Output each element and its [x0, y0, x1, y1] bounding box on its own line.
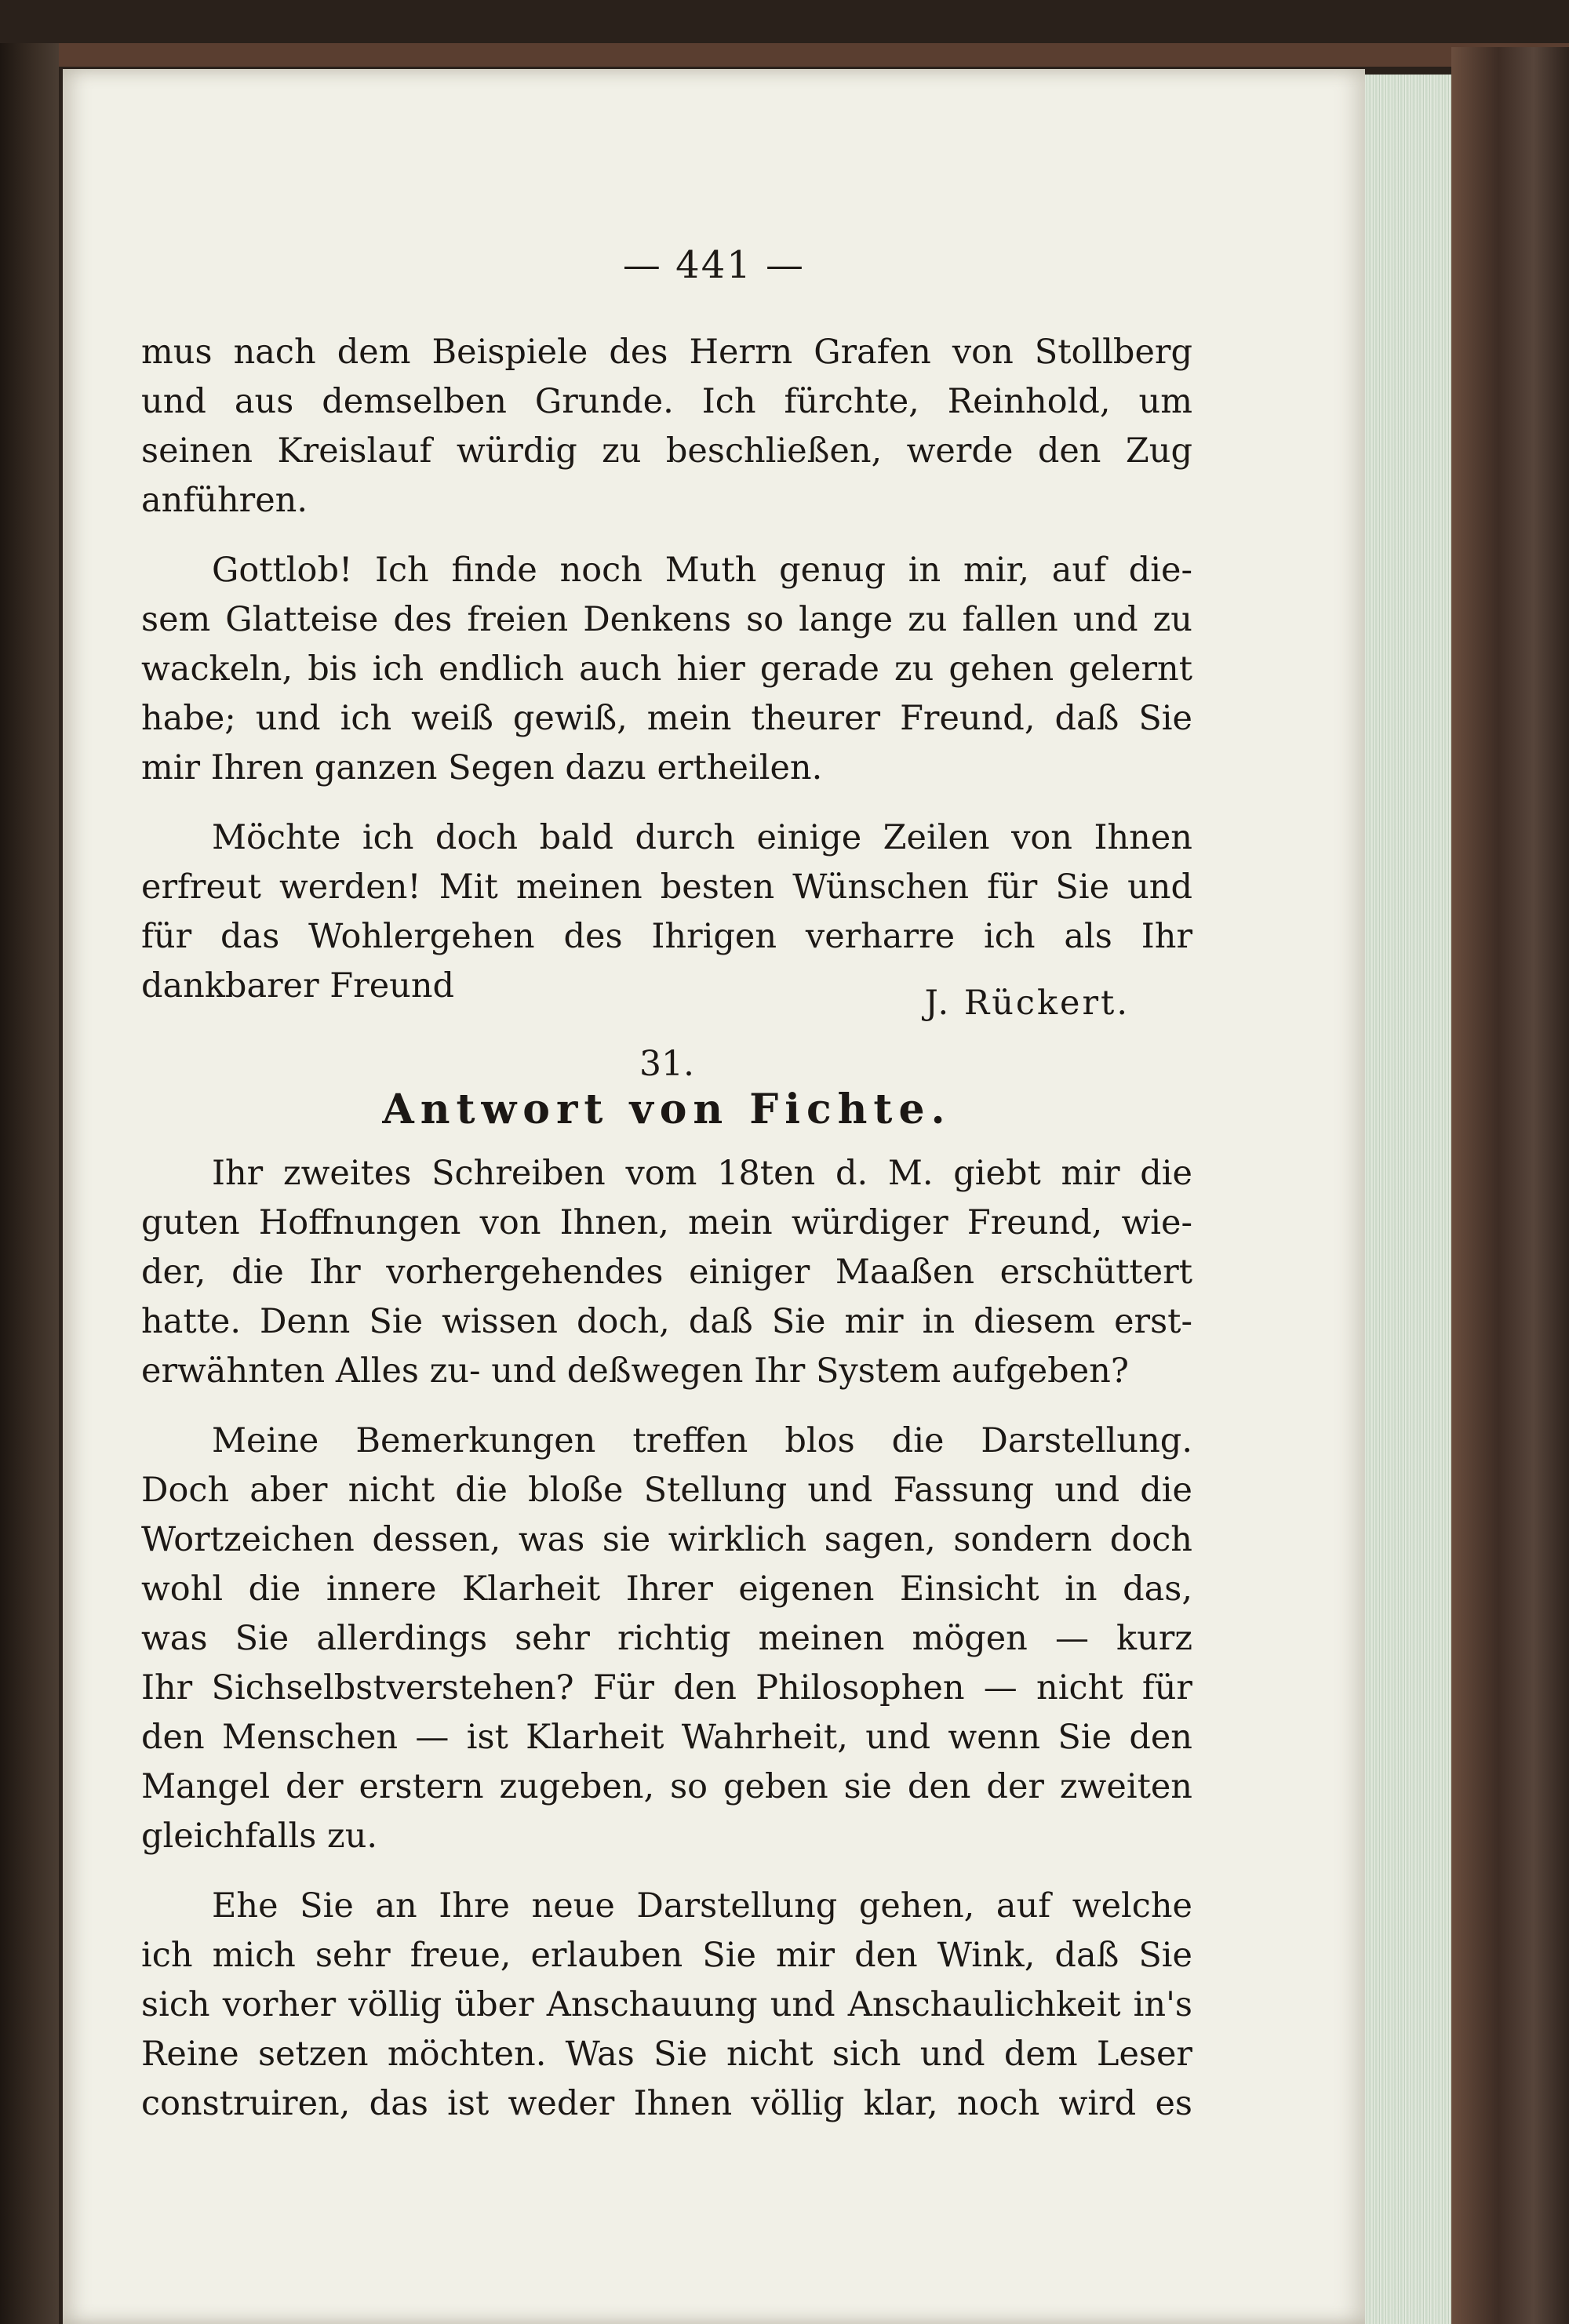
section-title: Antwort von Fichte.: [382, 1086, 952, 1133]
closing-phrase: dankbarer Freund: [141, 966, 455, 1006]
text-line: den Menschen — ist Klarheit Wahrheit, und wenn Sie den: [141, 1718, 1192, 1757]
text-line: wohl die innere Klarheit Ihrer eigenen Einsicht in das,: [141, 1569, 1192, 1609]
closing-row: [141, 962, 1192, 1023]
book-cover-top-edge: [0, 43, 1569, 67]
text-line: Möchte ich doch bald durch einige Zeilen von Ihnen: [212, 818, 1192, 857]
book-cover-right: [1451, 47, 1569, 2324]
text-line: Doch aber nicht die bloße Stellung und Fassung und die: [141, 1471, 1192, 1510]
text-line: sich vorher völlig über Anschauung und Anschaulichkeit in's: [141, 1985, 1192, 2024]
page-text: [141, 328, 1192, 2129]
text-line: Ihr Sichselbstverstehen? Für den Philosophen — nicht für: [141, 1668, 1192, 1708]
text-line: habe; und ich weiß gewiß, mein theurer Freund, daß Sie: [141, 699, 1192, 738]
text-line: sem Glatteise des freien Denkens so lange zu fallen und zu: [141, 600, 1192, 639]
text-line: mir Ihren ganzen Segen dazu ertheilen.: [141, 748, 823, 787]
text-line: anführen.: [141, 481, 308, 520]
paragraph-ehe-sie: [141, 1882, 1192, 2129]
text-line: seinen Kreislauf würdig zu beschließen, werde den Zug: [141, 431, 1192, 471]
page-number: — 441 —: [622, 243, 806, 287]
paragraph-moechte: [141, 813, 1192, 1023]
text-line: Wortzeichen dessen, was sie wirklich sagen, sondern doch: [141, 1520, 1192, 1559]
paragraph-bemerkungen: [141, 1417, 1192, 1861]
text-line: ich mich sehr freue, erlauben Sie mir den Wink, daß Sie: [141, 1936, 1192, 1975]
text-line: und aus demselben Grunde. Ich fürchte, Reinhold, um: [141, 382, 1192, 421]
text-line: wackeln, bis ich endlich auch hier gerade zu gehen gelernt: [141, 649, 1192, 689]
text-line: Reine setzen möchten. Was Sie nicht sich und dem Leser: [141, 2035, 1192, 2074]
paragraph-zweites-schreiben: [141, 1149, 1192, 1396]
text-line: der, die Ihr vorhergehendes einiger Maaßen erschüttert: [141, 1253, 1192, 1292]
text-line: gleichfalls zu.: [141, 1817, 378, 1856]
text-line: construiren, das ist weder Ihnen völlig klar, noch wird es: [141, 2084, 1192, 2123]
text-line: für das Wohlergehen des Ihrigen verharre ich als Ihr: [141, 917, 1192, 956]
text-line: erwähnten Alles zu- und deßwegen Ihr System aufgeben?: [141, 1351, 1129, 1391]
paragraph-gottlob: [141, 546, 1192, 793]
book-page: [63, 69, 1365, 2324]
paragraph-continuation: [141, 328, 1192, 526]
signature: J. Rückert.: [924, 984, 1130, 1023]
text-line: Meine Bemerkungen treffen blos die Darstellung.: [212, 1421, 1192, 1460]
text-line: guten Hoffnungen von Ihnen, mein würdiger Freund, wie-: [141, 1203, 1192, 1242]
text-line: Ihr zweites Schreiben vom 18ten d. M. giebt mir die: [212, 1154, 1192, 1193]
text-line: hatte. Denn Sie wissen doch, daß Sie mir in diesem erst-: [141, 1302, 1192, 1341]
text-line: mus nach dem Beispiele des Herrn Grafen von Stollberg: [141, 333, 1192, 372]
book-cover-left: [0, 43, 59, 2324]
page-edges: [1361, 75, 1451, 2324]
text-line: Gottlob! Ich finde noch Muth genug in mir, auf die-: [212, 551, 1192, 590]
text-line: was Sie allerdings sehr richtig meinen mögen — kurz: [141, 1619, 1192, 1658]
text-line: Mangel der erstern zugeben, so geben sie den der zweiten: [141, 1767, 1192, 1806]
section-number: 31.: [639, 1044, 694, 1084]
text-line: Ehe Sie an Ihre neue Darstellung gehen, auf welche: [212, 1886, 1192, 1926]
text-line: erfreut werden! Mit meinen besten Wünschen für Sie und: [141, 867, 1192, 907]
